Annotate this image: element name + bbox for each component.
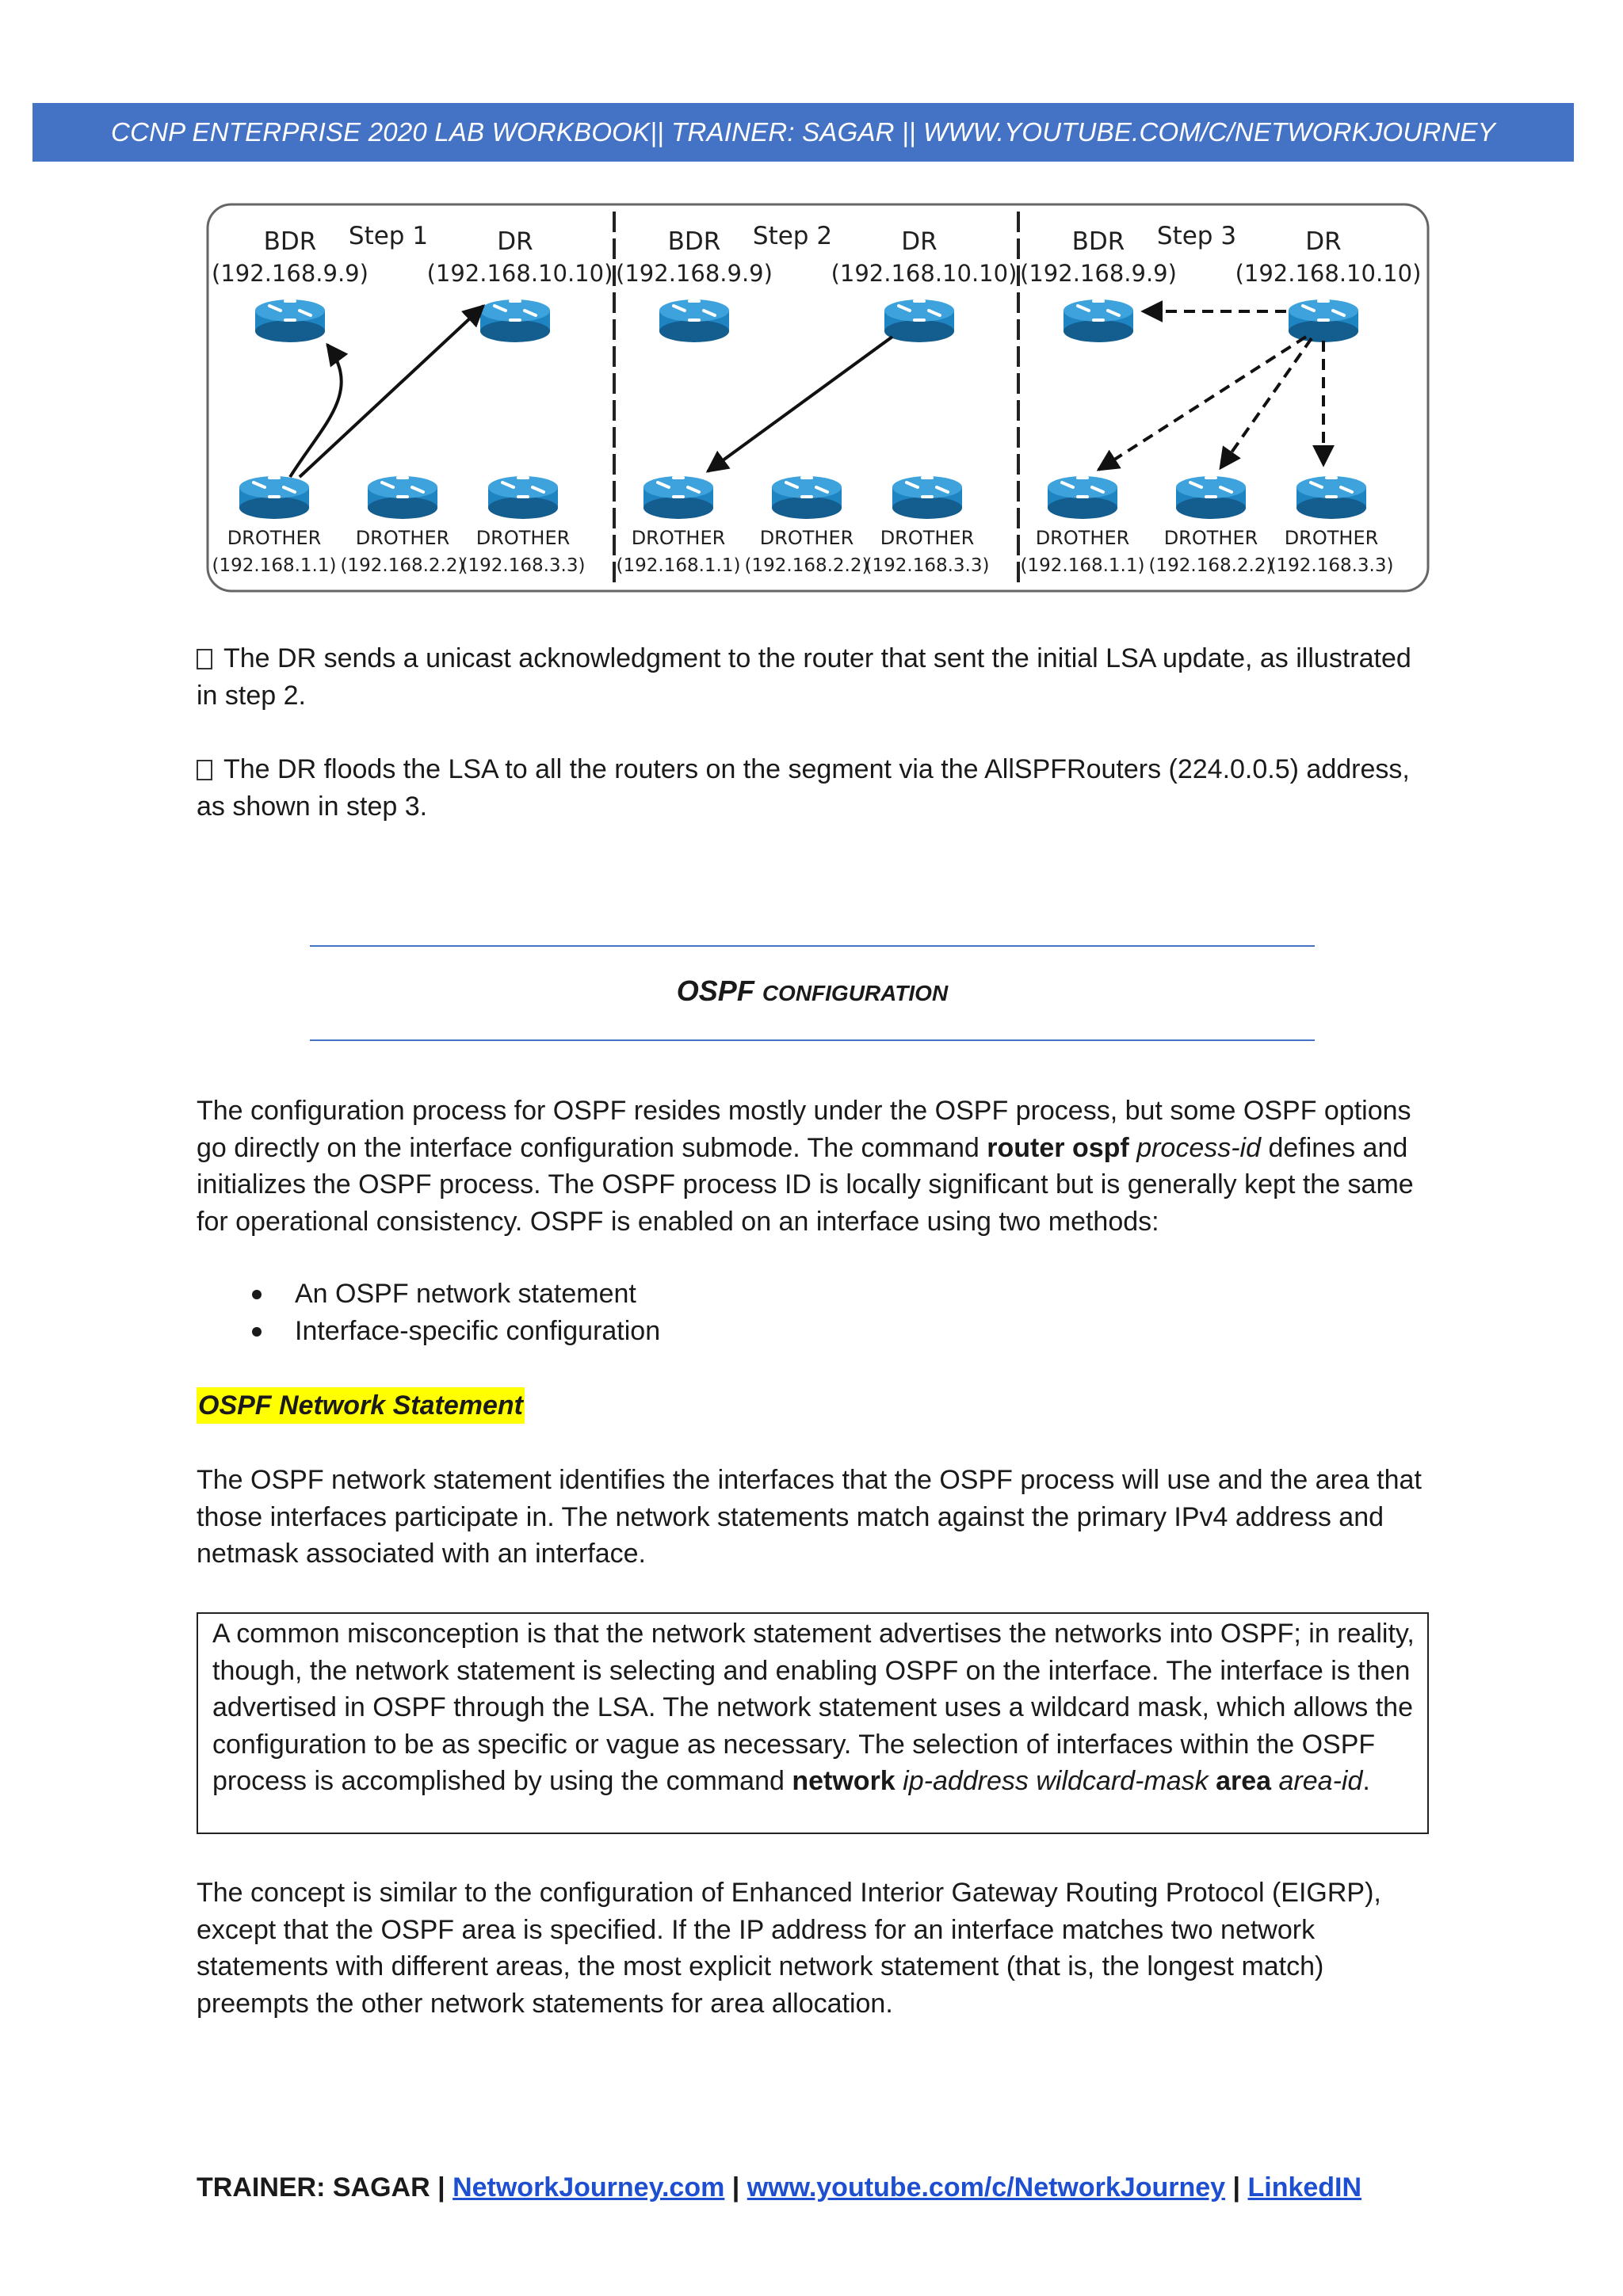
drother-label: DROTHER xyxy=(1035,527,1130,549)
router-icon xyxy=(772,476,842,519)
router-icon xyxy=(1289,299,1358,342)
router-icon xyxy=(1176,476,1246,519)
arg-area-id: area-id xyxy=(1278,1766,1363,1796)
drother-label: DROTHER xyxy=(759,527,854,549)
arg-process-id: process-id xyxy=(1136,1132,1262,1163)
command-network: network xyxy=(792,1766,896,1796)
dr-label: DR xyxy=(497,227,533,256)
footer xyxy=(197,2169,1361,2206)
figure-svg xyxy=(204,202,1431,598)
dr-label: DR xyxy=(1305,227,1342,256)
bdr-label: BDR xyxy=(263,227,317,256)
bdr-ip: (192.168.9.9) xyxy=(1020,260,1177,287)
header-title: CCNP ENTERPRISE 2020 LAB WORKBOOK|| TRAINER: SAGAR || WWW.YOUTUBE.COM/C/NETWORKJOURNEY xyxy=(111,117,1495,147)
router-icon xyxy=(255,299,325,342)
footer-link-linkedin[interactable]: LinkedIN xyxy=(1247,2172,1362,2203)
config-text-a: The configuration process for OSPF resides mostly under the OSPF process, but some OSPF options go directly on the interface configuration submode. The command xyxy=(197,1096,1411,1163)
footer-trainer: TRAINER: SAGAR xyxy=(197,2172,438,2203)
router-icon xyxy=(1296,476,1366,519)
dr-ip: (192.168.10.10) xyxy=(831,260,1018,287)
drother-label: DROTHER xyxy=(1163,527,1258,549)
router-icon xyxy=(643,476,713,519)
command-router-ospf: router ospf xyxy=(987,1132,1129,1163)
dr-ip: (192.168.10.10) xyxy=(426,260,613,287)
list-item-text: An OSPF network statement xyxy=(295,1279,636,1309)
footer-sep: | xyxy=(1232,2172,1241,2203)
router-icon xyxy=(488,476,558,519)
footer-link-networkjourney[interactable]: NetworkJourney.com xyxy=(453,2172,725,2203)
footer-sep: | xyxy=(731,2172,740,2203)
list-item xyxy=(197,1276,1306,1313)
paragraph-dr-ack-text: The DR sends a unicast acknowledgment to the router that sent the initial LSA update, as illustrated in step 2. xyxy=(197,643,1411,711)
router-icon xyxy=(239,476,309,519)
router-icon xyxy=(659,299,729,342)
bullet-dot-icon xyxy=(252,1327,262,1337)
note-text-a: A common misconception is that the network statement advertises the networks into OSPF; in reality, though, the network statement is selecting and enabling OSPF on the interface. The interface is then advertised in OSPF through the LSA. The network statement uses a wildcard mask, which allows the configuration to be as specific or vague as necessary. The selection of interfaces within the OSPF process is accomplished by using the command xyxy=(212,1619,1415,1796)
section-title-main: OSPF xyxy=(676,974,762,1007)
config-text-c xyxy=(1129,1133,1136,1163)
drother-ip: (192.168.1.1) xyxy=(1020,555,1145,576)
step-label: Step 1 xyxy=(348,222,429,250)
router-icon xyxy=(884,299,954,342)
footer-link-youtube[interactable]: www.youtube.com/c/NetworkJourney xyxy=(747,2172,1226,2203)
bullet-dot-icon xyxy=(252,1290,262,1299)
drother-ip: (192.168.1.1) xyxy=(616,555,741,576)
section-title-smallcaps: CONFIGURATION xyxy=(762,981,949,1005)
drother-label: DROTHER xyxy=(880,527,975,549)
section-title xyxy=(310,974,1315,1008)
paragraph-dr-flood-text: The DR floods the LSA to all the routers on the segment via the AllSPFRouters (224.0.0.5) address, as shown in step 3. xyxy=(197,754,1410,822)
note-box xyxy=(197,1612,1429,1834)
drother-label: DROTHER xyxy=(227,527,322,549)
list-item-text: Interface-specific configuration xyxy=(295,1315,661,1346)
router-icon xyxy=(892,476,962,519)
method-list xyxy=(197,1276,1306,1349)
router-icon xyxy=(1048,476,1117,519)
drother-label: DROTHER xyxy=(475,527,571,549)
paragraph-eigrp-comparison: The concept is similar to the configuration of Enhanced Interior Gateway Routing Protocol (EIGRP), except that the OSPF area is specified. If the IP address for an interface matches two network statements with different areas, the most explicit network statement (that is, the longest match) preempts the other network statements for area allocation. xyxy=(197,1878,1381,2019)
bullet-glyph-icon xyxy=(197,760,212,780)
step-label: Step 3 xyxy=(1156,222,1237,250)
step-label: Step 2 xyxy=(752,222,833,250)
header-bar xyxy=(32,103,1574,162)
arg-ip-wildcard: ip-address wildcard-mask xyxy=(903,1766,1209,1796)
command-area: area xyxy=(1216,1766,1272,1796)
drother-label: DROTHER xyxy=(631,527,726,549)
bdr-label: BDR xyxy=(667,227,721,256)
drother-ip: (192.168.2.2) xyxy=(1148,555,1274,576)
paragraph-network-statement: The OSPF network statement identifies the interfaces that the OSPF process will use and the area that those interfaces participate in. The network statements match against the primary IPv4 address and netmask associated with an interface. xyxy=(197,1465,1422,1569)
bullet-glyph-icon xyxy=(197,649,212,669)
drother-label: DROTHER xyxy=(355,527,450,549)
router-icon xyxy=(480,299,550,342)
drother-ip: (192.168.2.2) xyxy=(744,555,869,576)
dr-label: DR xyxy=(901,227,938,256)
bdr-ip: (192.168.9.9) xyxy=(616,260,773,287)
note-end: . xyxy=(1362,1766,1370,1796)
footer-sep: | xyxy=(437,2172,445,2203)
drother-label: DROTHER xyxy=(1284,527,1379,549)
config-text-e: defines and initializes the OSPF process. The OSPF process ID is locally significant but is generally kept the same for operational consistency. OSPF is enabled on an interface using two methods: xyxy=(197,1132,1414,1237)
ospf-lsa-flooding-figure xyxy=(204,202,1431,598)
drother-ip: (192.168.3.3) xyxy=(865,555,990,576)
paragraph-config-process xyxy=(197,1093,1433,1240)
router-icon xyxy=(1064,299,1133,342)
drother-ip: (192.168.2.2) xyxy=(340,555,465,576)
note-text xyxy=(212,1615,1417,1800)
drother-ip: (192.168.1.1) xyxy=(212,555,337,576)
list-item xyxy=(197,1313,1306,1350)
section-rule-bottom xyxy=(310,1039,1315,1041)
paragraph-dr-flood xyxy=(197,751,1433,825)
paragraph-dr-ack xyxy=(197,640,1433,714)
bdr-ip: (192.168.9.9) xyxy=(212,260,369,287)
section-rule-top xyxy=(310,945,1315,947)
drother-ip: (192.168.3.3) xyxy=(1269,555,1394,576)
bdr-label: BDR xyxy=(1071,227,1125,256)
drother-ip: (192.168.3.3) xyxy=(460,555,586,576)
dr-ip: (192.168.10.10) xyxy=(1235,260,1422,287)
subheading-network-statement: OSPF Network Statement xyxy=(197,1387,525,1424)
router-icon xyxy=(368,476,437,519)
